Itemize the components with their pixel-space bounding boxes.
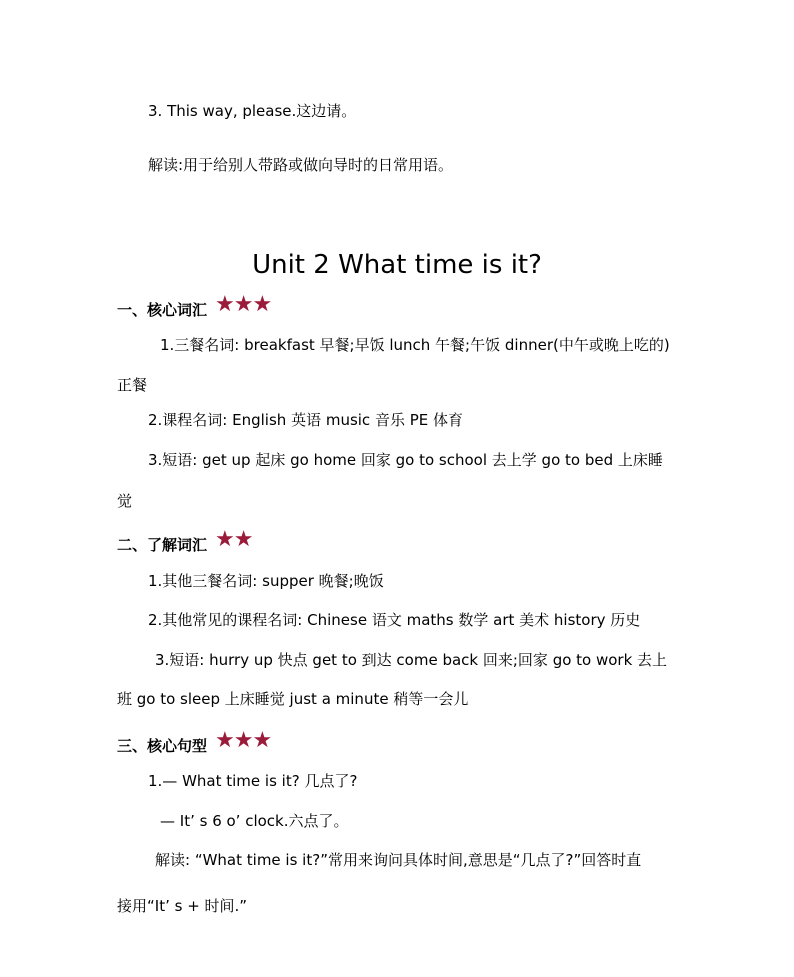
star-rating-icon: ★★★: [215, 292, 272, 317]
heading-text: 三、核心句型: [117, 737, 208, 755]
star-rating-icon: ★★★: [215, 728, 272, 753]
core-vocab-line-1: 1.三餐名词: breakfast 早餐;早饭 lunch 午餐;午饭 dinner(中午或晚上吃的): [160, 336, 670, 354]
extra-vocab-line-1: 1.其他三餐名词: supper 晚餐;晚饭: [148, 572, 384, 590]
sentence-answer-1: — It’ s 6 o’ clock.六点了。: [160, 812, 349, 830]
extra-vocab-line-3: 3.短语: hurry up 快点 get to 到达 come back 回来;回家 go to work 去上: [155, 651, 668, 669]
section-heading-extra-vocab: [117, 527, 253, 555]
heading-text: 一、核心词汇: [117, 301, 208, 319]
star-rating-icon: ★★: [215, 527, 253, 552]
sentence-note-1: 解读: “What time is it?”常用来询问具体时间,意思是“几点了?”回答时直: [155, 851, 642, 869]
sentence-question-1: 1.— What time is it? 几点了?: [148, 772, 358, 790]
section-heading-core-vocab: [117, 292, 272, 320]
core-vocab-line-3-cont: 觉: [117, 492, 133, 510]
section-heading-core-sentences: [117, 728, 272, 756]
sentence-note-1-cont: 接用“It’ s + 时间.”: [117, 897, 248, 915]
heading-text: 二、了解词汇: [117, 536, 208, 554]
extra-vocab-line-2: 2.其他常见的课程名词: Chinese 语文 maths 数学 art 美术 history 历史: [148, 611, 641, 629]
core-vocab-line-2: 2.课程名词: English 英语 music 音乐 PE 体育: [148, 411, 464, 429]
core-vocab-line-3: 3.短语: get up 起床 go home 回家 go to school 去上学 go to bed 上床睡: [148, 451, 663, 469]
core-vocab-line-1-cont: 正餐: [117, 376, 148, 394]
unit-title: Unit 2 What time is it?: [252, 250, 542, 280]
phrase-3-note: 解读:用于给别人带路或做向导时的日常用语。: [148, 156, 454, 174]
extra-vocab-line-3-cont: 班 go to sleep 上床睡觉 just a minute 稍等一会儿: [117, 690, 469, 708]
phrase-3: 3. This way, please.这边请。: [148, 102, 357, 120]
